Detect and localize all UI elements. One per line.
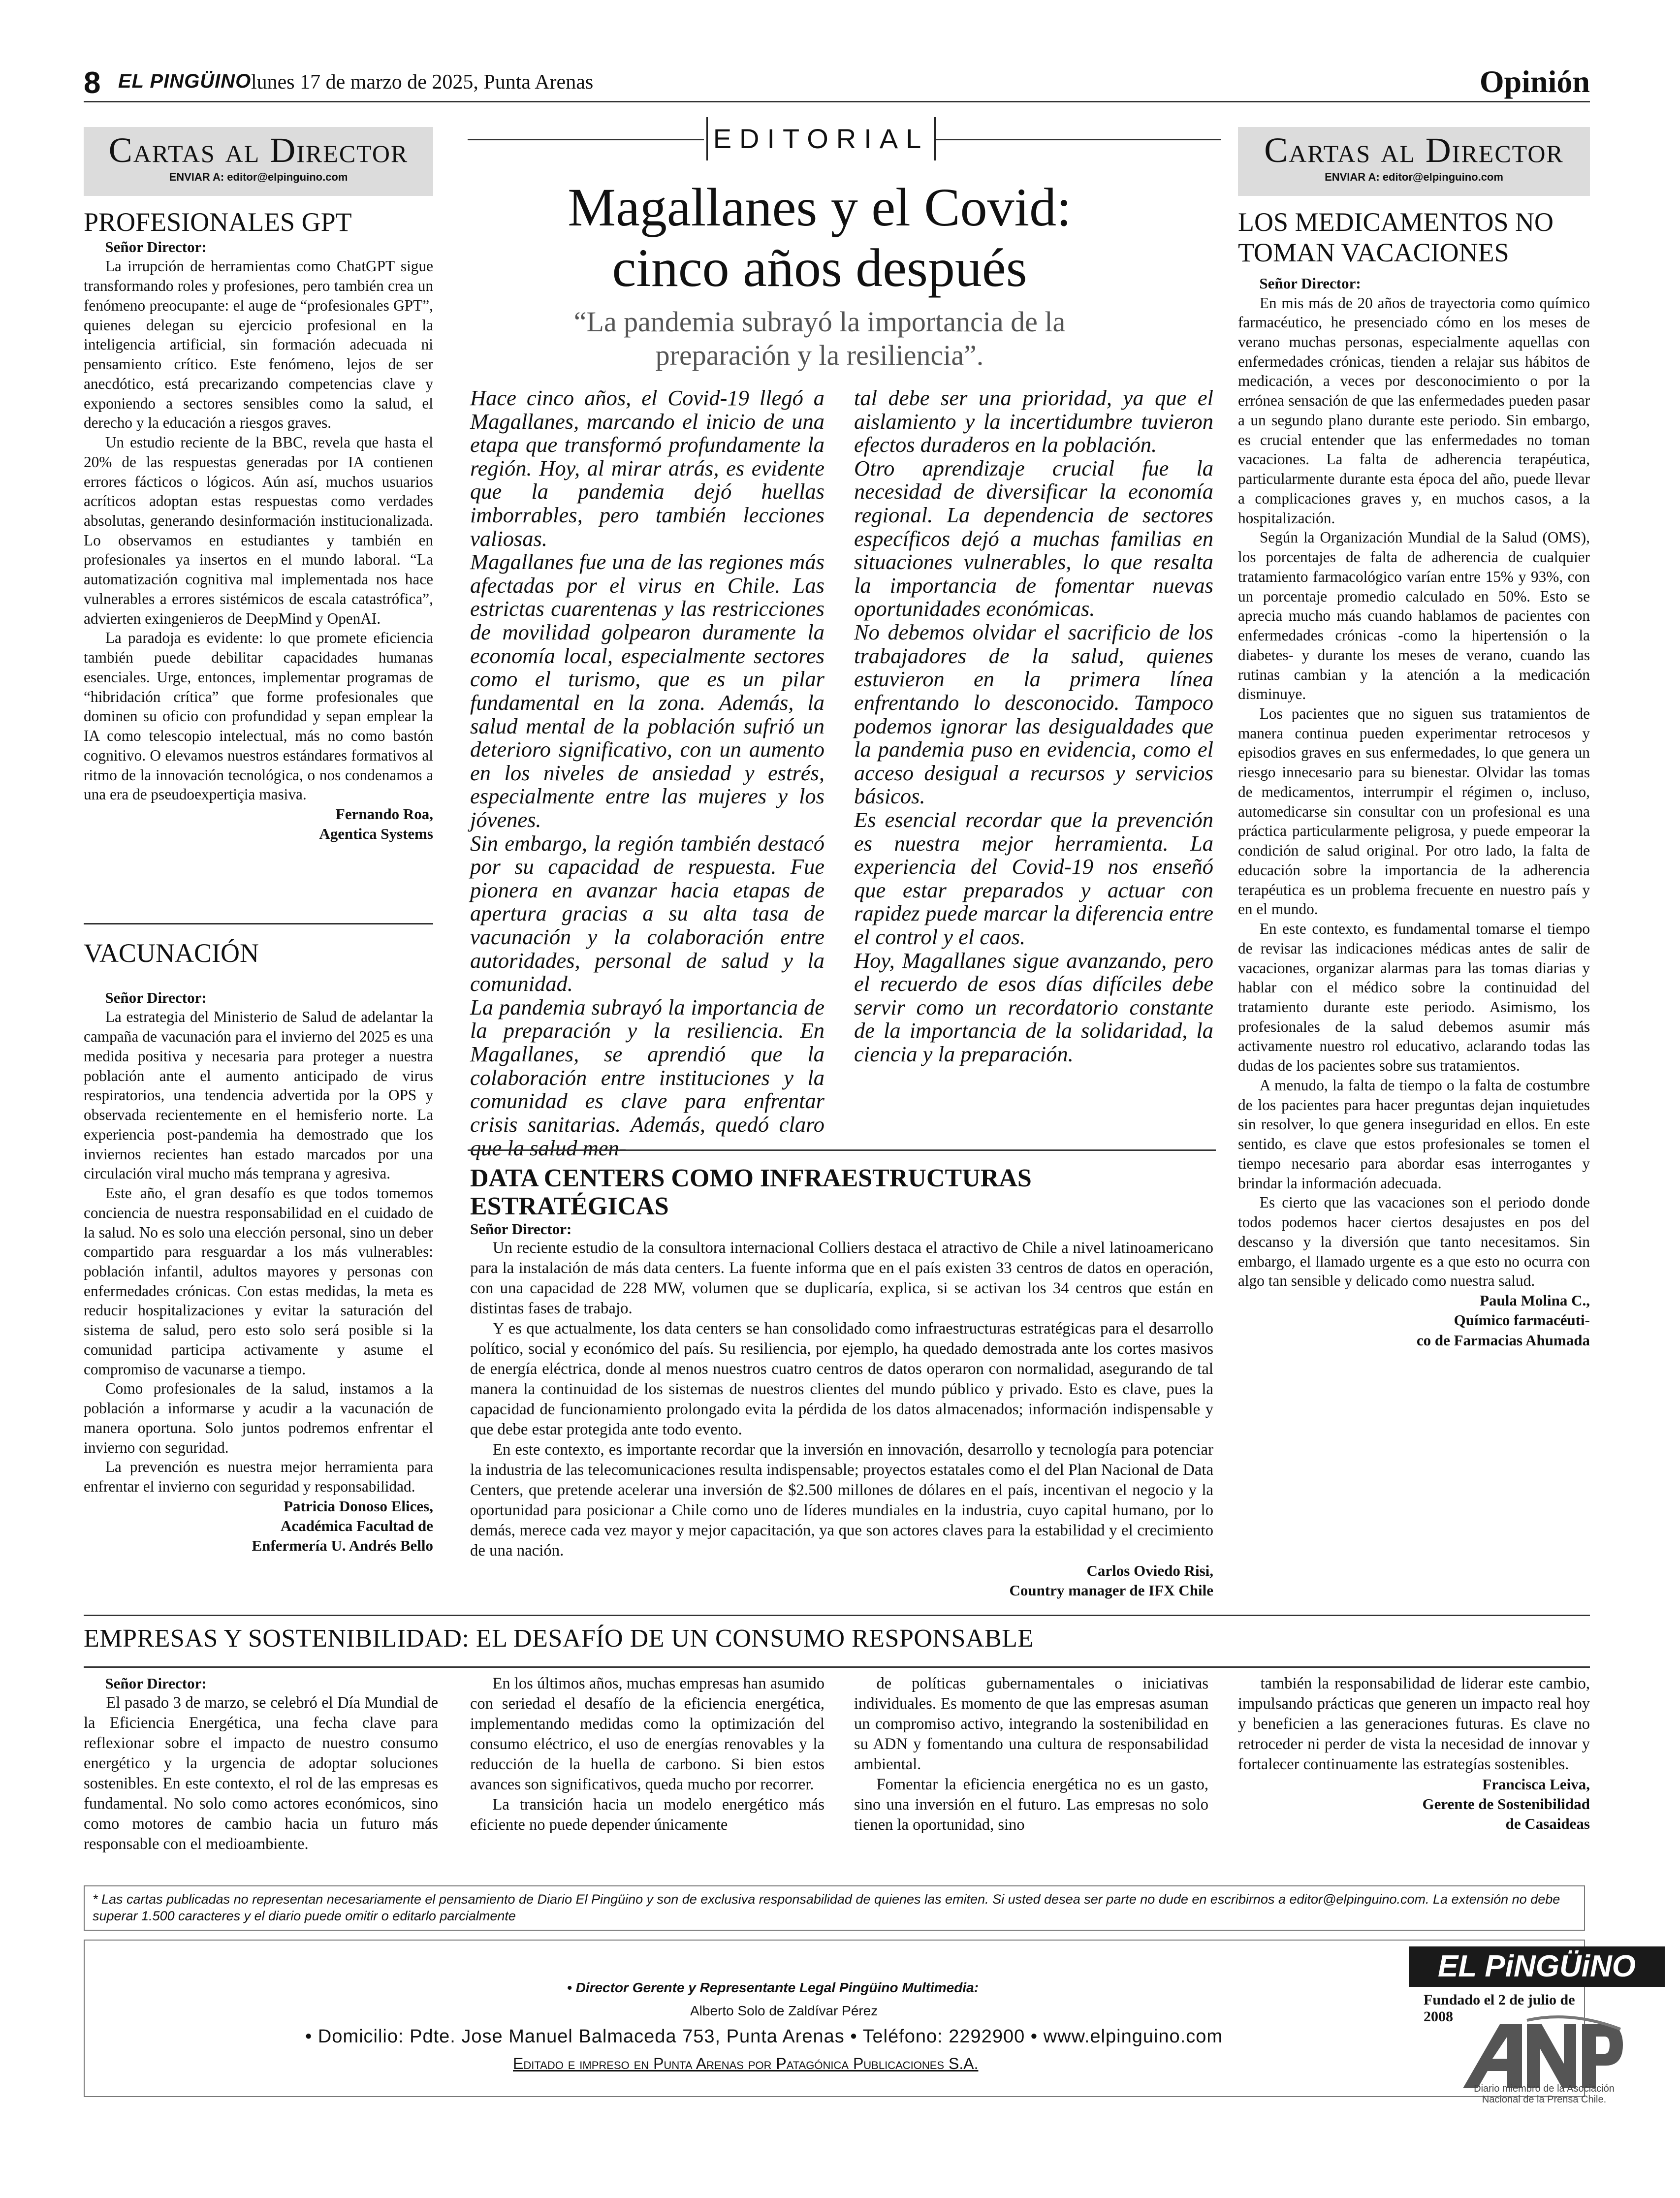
letter-profesionales [84, 207, 433, 844]
signature-name: Patricia Donoso Elices, [284, 1497, 433, 1515]
letter-title [1238, 207, 1590, 268]
signature-affiliation: Enfermería U. Andrés Bello [252, 1537, 433, 1555]
cartas-title: Cartas al Director [1264, 130, 1564, 170]
paragraph: A menudo, la falta de tiempo o la falta de costumbre de los pacientes para hacer preguntas dejan inquietudes sin resolver, lo que genera inseguridad en ellos. En este sentido, es clave que estos profesionales se tomen el tiempo necesario para abordar esas interrogantes y brindar la información adecuada. [1238, 1076, 1590, 1192]
signature-affiliation: Académica Facultad de [281, 1517, 433, 1535]
signature-affiliation: Químico farmacéuti- [1454, 1311, 1590, 1329]
anp-logo-icon [1453, 2014, 1630, 2093]
paragraph: Según la Organización Mundial de la Salud (OMS), los porcentajes de falta de adherencia de cualquier tratamiento farmacológico varían entre 15% y 93%, con un porcentaje promedio calculado en 50%. Esto se aprecia mucho más cuando hablamos de pacientes con enfermedades crónicas -como la hipertensión o la diabetes- y durante los meses de verano, cuando las rutinas cambian y la atención a la medicación disminuye. [1238, 529, 1590, 703]
editorial-column-1 [470, 386, 824, 1160]
footer-box [84, 1940, 1636, 2105]
masthead-brand: EL PINGÜINO [118, 70, 252, 92]
pull-quote-line: “La pandemia subrayó la importancia de la [573, 306, 1066, 338]
disclaimer-note: * Las cartas publicadas no representan necesariamente el pensamiento de Diario El Pingüino y son de exclusiva responsabilidad de quienes las emiten. Si usted desea ser parte no dude en escribirnos a editor@elpinguino.com. La extensión no debe superar 1.500 caracteres y el diario puede omitir o editarlo parcialmente [84, 1885, 1585, 1931]
editorial-paragraph: La pandemia subrayó la importancia de la preparación y la resiliencia. En Magallanes, se aprendió que la colaboración entre instituciones y la comunidad es clave para enfrentar crisis sanitarias. Además, quedó claro que la salud men- [470, 994, 824, 1160]
anp-text: Diario miembro de la Asociación Nacional de la Prensa Chile. [1474, 2083, 1615, 2105]
footer-director-role: • Director Gerente y Representante Legal Pingüino Multimedia: [567, 1980, 979, 1995]
editorial-paragraph: Magallanes fue una de las regiones más afectadas por el virus en Chile. Las estrictas cuarentenas y las restricciones de movilidad golpearon duramente la economía local, especialmente sectores como el turismo, que es un pilar fundamental en la zona. Además, la salud mental de la población sufrió un deterioro significativo, con un aumento en los niveles de ansiedad y estrés, especialmente entre las mujeres y los jóvenes. [470, 549, 824, 832]
footer-address: • Domicilio: Pdte. Jose Manuel Balmaceda 753, Punta Arenas • Teléfono: 2292900 • www.elpinguino.com [305, 2026, 1223, 2047]
page-header [84, 62, 1590, 102]
signature-affiliation: Country manager de IFX Chile [1009, 1582, 1213, 1599]
paragraph: Y es que actualmente, los data centers se han consolidado como infraestructuras estratégicas para el desarrollo político, social y económico del país. Su resiliencia, por ejemplo, ha quedado demostrada ante los cortes masivos de energía eléctrica, donde al menos nuestros cuatro centros de datos operaron con normalidad, asegurando de tal manera la continuidad de los sistemas de nuestros clientes del mundo público y privado. Esto es clave, pues la capacidad de funcionamiento prolongado evita la pérdida de los datos almacenados; información indispensable y que debe estar protegida ante todo evento. [470, 1320, 1213, 1439]
founded-date: Fundado el 2 de julio de 2008 [1424, 1992, 1575, 2025]
footer-edited-by: Editado e impreso en Punta Arenas por Patagónica Publicaciones S.A. [513, 2055, 979, 2072]
pull-quote-line: preparación y la resiliencia”. [655, 339, 984, 372]
editorial-rule-right [935, 139, 1221, 140]
editorial-paragraph: Es esencial recordar que la prevención es nuestra mejor herramienta. La experiencia del Covid-19 nos enseñó que estar preparados y actuar con rapidez puede marcar la diferencia entre el control y el caos. [854, 807, 1213, 950]
letter-vacunacion [84, 938, 433, 1556]
letter-datacenters [470, 1164, 1213, 1601]
salutation: Señor Director: [105, 989, 207, 1007]
cartas-email: ENVIAR A: editor@elpinguino.com [169, 171, 348, 183]
empresas-column-1 [84, 1674, 438, 1854]
dateline: lunes 17 de marzo de 2025, Punta Arenas [251, 71, 594, 94]
letter-body [470, 1238, 1213, 1561]
empresas-column-4 [1238, 1674, 1590, 1834]
signature-name: Fernando Roa, [335, 805, 433, 823]
editorial-pull-quote [541, 305, 1098, 373]
paragraph: El pasado 3 de marzo, se celebró el Día Mundial de la Eficiencia Energética, una fecha clave para reflexionar sobre el impacto de nuestro consumo energético y la urgencia de adoptar soluciones sostenibles. En este contexto, el rol de las empresas es fundamental. No solo como actores económicos, sino como motores de cambio hacia un futuro más responsable con el medioambiente. [84, 1694, 438, 1853]
salutation: Señor Director: [105, 238, 207, 256]
paragraph: La prevención es nuestra mejor herramienta para enfrentar el invierno con seguridad y responsabilidad. [84, 1458, 433, 1496]
cartas-title: Cartas al Director [108, 130, 409, 170]
signature [84, 1497, 433, 1556]
editorial-rule-left [468, 139, 704, 140]
signature-affiliation: Gerente de Sostenibilidad [1422, 1795, 1590, 1813]
paragraph: Este año, el gran desafío es que todos tomemos conciencia de nuestra responsabilidad en el cuidado de la salud. No es solo una elección personal, sino un deber compartido para resguardar a los más vulnerables: población infantil, adultos mayores y personas con enfermedades crónicas. Con estas medidas, la meta es reducir hospitalizaciones y evitar la saturación del sistema de salud, pero esto solo será posible si la comunidad participa activamente y asume el compromiso de vacunarse a tiempo. [84, 1184, 433, 1378]
empresas-column-3 [854, 1674, 1208, 1835]
editorial-title [468, 177, 1172, 298]
paragraph: La estrategia del Ministerio de Salud de adelantar la campaña de vacunación para el invierno del 2025 es una medida positiva y necesaria para proteger a nuestra población ante el aumento anticipado de virus respiratorios, una tendencia advertida por la OPS y observada recientemente en el hemisferio norte. La experiencia post-pandemia ha demostrado que los inviernos recientes han estado marcados por una circulación viral mucho más temprana y agresiva. [84, 1008, 433, 1182]
paragraph: La irrupción de herramientas como ChatGPT sigue transformando roles y profesiones, pero también crea un fenómeno preocupante: el auge de “profesionales GPT”, quienes delegan su ejercicio profesional en la inteligencia artificial, sin formación adecuada ni pensamiento crítico. Este fenómeno, lejos de ser anecdótico, está precarizando competencias clave y exponiendo a sectores sensibles como la salud, el derecho y la educación a riesgos graves. [84, 257, 433, 432]
paragraph: Es cierto que las vacaciones son el periodo donde todos podemos hacer ciertos desajustes en pos del descanso y la diversión que tanto necesitamos. Sin embargo, el llamado urgente es a que esto no ocurra con algo tan sensible y delicado como nuestra salud. [1238, 1194, 1590, 1290]
paragraph: La paradoja es evidente: lo que promete eficiencia también puede debilitar capacidades humanas esenciales. Urge, entonces, implementar programas de “hibridación crítica” que forme profesionales que dominen su oficio con profundidad y sepan emplear la IA como telescopio intelectual, más no como bastón cognitivo. O elevamos nuestros estándares formativos al ritmo de la innovación tecnológica, o nos condenamos a una era de pseudoexpertiçia masiva. [84, 629, 433, 803]
paragraph: de políticas gubernamentales o iniciativas individuales. Es momento de que las empresas asuman un compromiso activo, integrando la sostenibilidad en su ADN y fomentando una cultura de responsabilidad ambiental. [854, 1675, 1208, 1773]
signature-name: Francisca Leiva, [1482, 1775, 1590, 1793]
divider [84, 1666, 1590, 1668]
signature-affiliation: Agentica Systems [319, 825, 433, 843]
paragraph: La transición hacia un modelo energético más eficiente no puede depender únicamente [470, 1795, 824, 1834]
editorial-paragraph: No debemos olvidar el sacrificio de los trabajadores de la salud, quienes estuvieron en la primera línea enfrentando lo desconocido. Tampoco podemos ignorar las desigualdades que la pandemia puso en evidencia, como el acceso desigual a recursos y servicios básicos. [854, 620, 1213, 809]
cartas-header-left [84, 127, 433, 196]
cartas-email: ENVIAR A: editor@elpinguino.com [1325, 171, 1503, 183]
letter-title: DATA CENTERS COMO INFRAESTRUCTURAS ESTRATÉGICAS [470, 1164, 1032, 1221]
footer-director-name: Alberto Solo de Zaldívar Pérez [690, 2003, 878, 2018]
editorial-column-2 [854, 386, 1213, 1066]
editorial-label: EDITORIAL [706, 117, 936, 160]
salutation: Señor Director: [1259, 275, 1361, 292]
divider [468, 1149, 1216, 1151]
editorial-title-line: cinco años después [612, 238, 1027, 298]
letter-title: PROFESIONALES GPT [84, 207, 352, 237]
divider [84, 1615, 1590, 1616]
paragraph: En mis más de 20 años de trayectoria como químico farmacéutico, he presenciado cómo en los meses de verano muchas personas, especialmente aquellas con enfermedades crónicas, tienden a relajar sus hábitos de medicación, a veces por desconocimiento o por la errónea sensación de que las enfermedades pueden pasar a un segundo plano durante este periodo. Sin embargo, es crucial entender que las enfermedades no toman vacaciones. La falta de adherencia terapéutica, particularmente durante esta época del año, puede llevar a complicaciones graves y, en muchos casos, a la hospitalización. [1238, 294, 1590, 527]
signature-affiliation: de Casaideas [1505, 1815, 1590, 1833]
signature [1238, 1775, 1590, 1834]
paragraph: Fomentar la eficiencia energética no es un gasto, sino una inversión en el futuro. Las empresas no solo tienen la oportunidad, sino [854, 1775, 1208, 1834]
title-line: TOMAN VACACIONES [1238, 238, 1509, 268]
signature-affiliation: co de Farmacias Ahumada [1416, 1331, 1590, 1349]
signature [1238, 1291, 1590, 1350]
salutation: Señor Director: [105, 1675, 207, 1692]
paragraph: también la responsabilidad de liderar este cambio, impulsando prácticas que generen un impacto real hoy y beneficien a las generaciones futuras. Es clave no retroceder ni perder de vista la necesidad de innovar y fortalecer continuamente las estrategías sostenibles. [1238, 1675, 1590, 1773]
letter-empresas-title: EMPRESAS Y SOSTENIBILIDAD: EL DESAFÍO DE UN CONSUMO RESPONSABLE [84, 1625, 1034, 1653]
cartas-header-right [1238, 127, 1590, 196]
editorial-title-line: Magallanes y el Covid: [568, 177, 1072, 237]
salutation: Señor Director: [470, 1220, 572, 1238]
paragraph: En este contexto, es fundamental tomarse el tiempo de revisar las indicaciones médicas antes de salir de vacaciones, organizar alarmas para las tomas diarias y hablar con el médico sobre la continuidad del tratamiento durante este periodo. Asimismo, los profesionales de la salud debemos asumir más activamente nuestro rol educativo, aclarando todas las dudas de los pacientes sobre sus tratamientos. [1238, 920, 1590, 1075]
el-pinguino-logo: EL PiNGÜiNO [1409, 1946, 1665, 1987]
title-line: LOS MEDICAMENTOS NO [1238, 207, 1554, 237]
editorial-paragraph: Otro aprendizaje crucial fue la necesidad de diversificar la economía regional. La dependencia de sectores específicos dejó a muchas familias en situaciones vulnerables, lo que resalta la importancia de fomentar nuevas oportunidades económicas. [854, 455, 1213, 621]
editorial-paragraph: Hoy, Magallanes sigue avanzando, pero el recuerdo de esos días difíciles debe servir como un recordatorio constante de la importancia de la solidaridad, la ciencia y la preparación. [854, 948, 1213, 1067]
empresas-column-2 [470, 1674, 824, 1835]
divider [84, 923, 433, 924]
paragraph: En los últimos años, muchas empresas han asumido con seriedad el desafío de la eficiencia energética, implementando medidas como la optimización del consumo eléctrico, el uso de energías renovables y la reducción de la huella de carbono. Si bien estos avances son significativos, queda mucho por recorrer. [470, 1675, 824, 1793]
page-number: 8 [84, 66, 101, 100]
paragraph: En este contexto, es importante recordar que la inversión en innovación, desarrollo y tecnología para potenciar la industria de las telecomunicaciones resulta indispensable; proyectos estatales como el del Plan Nacional de Data Centers, que pretende acelerar una inversión de $2.500 millones de dólares en el país, incentivan el negocio y la oportunidad para posicionar a Chile como uno de líderes mundiales en la industria, cuyo capital humano, por lo demás, merece cada vez mayor y mejor capacitación, ya que son actores claves para la estabilidad y el crecimiento de una nación. [470, 1441, 1213, 1560]
paragraph: Un estudio reciente de la BBC, revela que hasta el 20% de las respuestas generadas por IA contienen errores fácticos o lógicos. Aún así, muchos usuarios acríticos adoptan estas respuestas como verdades absolutas, generando desinformación institucionalizada. Lo observamos en estudiantes y también en profesionales ya insertos en el mundo laboral. “La automatización cognitiva mal implementada nos hace vulnerables a errores sistémicos de escala catastrófica”, advierten exingenieros de DeepMind y OpenAI. [84, 434, 433, 627]
section-title: Opinión [1479, 64, 1590, 99]
letter-medicamentos [1238, 207, 1590, 1350]
signature [470, 1561, 1213, 1601]
signature [84, 804, 433, 844]
letter-title: VACUNACIÓN [84, 938, 259, 968]
signature-name: Paula Molina C., [1480, 1292, 1590, 1309]
paragraph: Como profesionales de la salud, instamos a la población a informarse y acudir a la vacunación de manera oportuna. Solo juntos podremos enfrentar el invierno con seguridad. [84, 1380, 433, 1456]
editorial-paragraph: tal debe ser una prioridad, ya que el aislamiento y la incertidumbre tuvieron efectos duraderos en la población. [854, 385, 1213, 457]
editorial-paragraph: Hace cinco años, el Covid-19 llegó a Magallanes, marcando el inicio de una etapa que transformó profundamente la región. Hoy, al mirar atrás, es evidente que la pandemia dejó huellas imborrables, pero también lecciones valiosas. [470, 385, 824, 551]
paragraph: Los pacientes que no siguen sus tratamientos de manera continua pueden experimentar retrocesos y episodios graves en sus enfermedades, lo que genera un riesgo innecesario para su bienestar. Olvidar las tomas de medicamentos, interrumpir el régimen o, incluso, automedicarse sin consultar con un profesional es una práctica particularmente peligrosa, y puede empeorar la condición de salud original. Por otro lado, la falta de educación sobre la importancia de la adherencia terapéutica es un problema frecuente en nuestro país y en el mundo. [1238, 704, 1590, 918]
paragraph: Un reciente estudio de la consultora internacional Colliers destaca el atractivo de Chile a nivel latinoamericano para la instalación de más data centers. La fuente informa que en el país existen 33 centros de datos en operación, con una capacidad de 228 MW, volumen que se duplicaría, explica, si se activan los 34 centros que están en distintas fases de trabajo. [470, 1239, 1213, 1318]
signature-name: Carlos Oviedo Risi, [1086, 1562, 1213, 1580]
editorial-paragraph: Sin embargo, la región también destacó por su capacidad de respuesta. Fue pionera en avanzar hacia etapas de apertura gracias a su alta tasa de vacunación y la colaboración entre autoridades, personal de salud y la comunidad. [470, 830, 824, 996]
